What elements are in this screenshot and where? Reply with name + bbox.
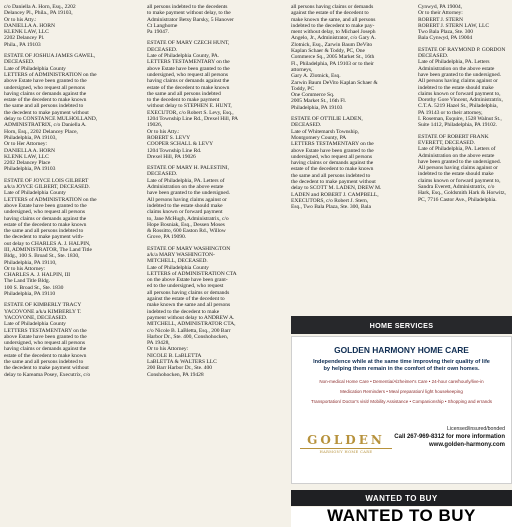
notice-line: ESTATE OF MARY H. PALESTINI, [147,165,229,172]
legal-notice-column-4 [418,4,512,312]
notice-line: delay to CONSTANCE MULHOLLAND, [4,116,98,123]
notice-line: without delay to STEPHEN E. HUNT, [147,103,232,110]
notice-line: ESTATE OF JOYCE LOIS GILBERT [4,177,89,184]
notice-line: DECEASED. [291,122,322,129]
notice-line: Two Bala Plaza, Ste. 300 [418,29,473,36]
notice-line: Angelo, Jr., Administrator, c/o Gary A. [291,35,376,42]
notice-line: ADMINISTRATRIX, c/o Daniella A. [4,122,87,129]
notice-line: the same and all persons indebted to [4,359,84,366]
notice-line: Late of Philadelphia County [4,65,66,72]
ad-services-line-2: Medication Reminders • Meal preparation/ light housekeeping [340,389,463,394]
notice-line: delay to Kareama Posey, Executrix, c/o [4,371,91,378]
notice-line: Or to his Atty.: [147,128,180,135]
notice-line: LETTERS TESTAMENTARY on the [4,327,87,334]
notice-line: Late of Philadelphia, PA. Letters of [418,146,496,153]
notice-line: PA 19428, [147,340,170,347]
notice-line: Kaplan Schaer & Toddy, PC, One [291,48,365,55]
notice-line: ROBERT S. LEVY [147,134,191,141]
notice-line: EXECUTORS, c/o Robert J. Stern, [291,197,369,204]
notice-line: Delancey Pl., Phila., PA 19103, [4,10,73,17]
notice-line: Commerce Sq., 2005 Market St., 16th [291,54,375,61]
notice-line: Administration on the above estate [418,152,495,159]
notice-line: Drexel Hill, PA 19026 [147,153,196,160]
notice-line: Philadelphia, PA 19103 [4,166,56,173]
notice-line: Philadelphia, PA 19110, [4,259,57,266]
notice-line: I. Roseman, Esquire, 1528 Walnut St., [418,116,502,123]
notice-line: 200 Barr Harbor Dr., Ste. 400 [147,365,213,372]
notice-line: NICOLE B. LaBLETTA [147,352,202,359]
notice-line: DECEASED. [4,59,35,66]
notice-line: C.T.A. 5219 Hazel St., Philadelphia, [418,103,498,110]
notice-line: PA 19143 or to their attorney, [418,109,483,116]
notice-line: having claims or demands against the [147,78,230,85]
notice-line: estate of the decedent to make known [4,97,87,104]
legal-notice [147,246,293,378]
notice-line: LADEN and ROBERT J. CAMPBELL, [291,191,379,198]
notice-line: to the decedent to make payment [147,97,220,104]
notice-line: estate of the decedent to make known [4,221,87,228]
notice-line: the decedent to make payment without [291,179,376,186]
notice-line: EXECUTOR, c/o Robert S. Levy, Esq., [147,109,234,116]
notice-line: Administration on the above estate [147,184,224,191]
notice-line: undersigned, who request all persons [291,153,373,160]
notice-line: having claims or demands against the [4,215,87,222]
notice-line: undersigned, who request all persons [147,71,229,78]
notice-line: Or to his Attorney: [4,265,46,272]
notice-line: KLENK LAW, LLC [4,153,49,160]
notice-line: 2005 Market St., 16th Fl. [291,98,347,105]
legal-notice [4,53,154,173]
notice-line: Or to their Attorney: [418,10,463,17]
notice-line: Late of Whitemarsh Township, [291,128,359,135]
notice-line: Bldg., 100 S. Broad St., Ste. 1830, [4,253,80,260]
notice-line: having claims or demands against the [4,346,87,353]
legal-notice-column-2 [147,4,293,512]
notice-line: Late of Philadelphia County, PA. [147,53,220,60]
notice-line: Esq., Two Bala Plaza, Ste. 300, Bala [291,204,371,211]
legal-notice [418,134,512,203]
notice-line: LETTERS of ADMINISTRATION on the [4,71,97,78]
notice-line: All persons having claims against or [418,78,498,85]
notice-line: CHARLES A. J. HALPIN, III [4,272,71,279]
notice-line: ed to the undersigned, who request [147,283,224,290]
notice-line: LETTERS of ADMINISTRATION on the [4,196,97,203]
notice-line: The Land Title Bldg. [4,278,50,285]
notice-line: ROBERT J. STERN [418,16,463,23]
ad-contact [387,425,505,449]
notice-line: ESTATE OF OTTILIE LADEN, [291,116,363,123]
notice-line: c/o Daniella A. Horn, Esq., 2202 [4,4,76,10]
notice-line: indebted to the estate should make [418,84,494,91]
ad-license: Licensed/insured/bonded [447,426,505,432]
notice-line: the same and all persons indebted [147,90,221,97]
notice-line: all persons having claims or demands [291,4,374,10]
ad-website-link[interactable]: www.golden-harmony.com [428,442,505,448]
notice-line: Gary A. Zlotnick, Esq. [291,73,341,80]
notice-line: undersigned, who request all persons [4,84,86,91]
notice-line: 19026, [147,122,163,129]
legal-notice [147,4,293,35]
notice-line: ESTATE OF KIMBERLY TRACY [4,302,82,309]
notice-line: indebted to the decedent to make pay- [291,22,375,29]
notice-line: KLENK LAW, LLC [4,29,49,36]
notice-line: to make payment without delay, to the [147,10,231,17]
notice-line: Conshohocken, PA 19428 [147,371,204,378]
notice-line: Fl., Philadelphia, PA 19103 or to their [291,60,374,67]
notice-line: delay to SCOTT M. LADEN, DREW M. [291,185,382,192]
ad-tagline [292,359,511,373]
notice-line: all persons indebted to the decedents [147,4,228,10]
notice-line: make known the same, and all persons [291,16,376,23]
notice-line: above Estate have been granted to the [4,333,87,340]
notice-line: Or to his Attorney: [147,346,189,353]
logo-wordmark: GOLDEN [307,433,385,447]
notice-line: Zlotnick, Esq., Zarwin Baum DeVito [291,41,373,48]
notice-line: Late of Philadelphia County [4,321,66,328]
notice-line: Suite 1412, Philadelphia, PA 19102. [418,122,498,129]
notice-line: having claims or demands against the [4,90,87,97]
notice-line: One Commerce Sq. [291,92,335,99]
legal-notice [4,4,154,48]
notice-line: a/k/a MARY WASHINGTON- [147,251,215,258]
notice-line: Zarwin Baum DeVito Kaplan Schaer & [291,79,378,86]
notice-line: have been granted to the undersigned. [418,158,501,165]
notice-line: Cynwyd, PA 19004, [418,4,463,10]
notice-line: Ct Langhorne [147,22,178,29]
notice-line: 1204 Township Line Rd. [147,147,202,154]
notice-line: claims known or forward payment to, [418,90,501,97]
notice-line: Philadelphia, PA 19110 [4,291,56,298]
notice-line: Grove, PA 19090. [147,234,187,241]
notice-line: Or to his Atty.: [4,16,37,23]
wanted-to-buy-banner: WANTED TO BUY [291,490,512,506]
notice-line: the same and all persons indebted to [4,228,84,235]
notice-line: the decedent to make payment without [4,109,89,116]
notice-line: Toddy, PC [291,85,315,92]
notice-line: DECEASED. [147,171,178,178]
notice-line: LaBLETTA & WALTERS LLC [147,359,217,366]
notice-line: Phila., PA 19103 [4,41,41,48]
notice-line: COOPER SCHALL & LEVY [147,141,214,148]
notice-line: PC, 7716 Castor Ave., Philadelphia. [418,196,497,203]
legal-notice [147,40,293,160]
home-services-banner: HOME SERVICES [291,316,512,334]
legal-notice [4,302,154,378]
notice-line: have been granted to the undersigned. [418,71,501,78]
notice-line: Late of Philadelphia, PA. Letters [418,59,490,66]
legal-notice-column-3 [291,4,416,314]
notice-line: ESTATE OF MARY CZECH HUNT, [147,40,230,47]
notice-line: & Rossitto, 600 Easton Rd., Willow [147,228,226,235]
notice-line: ESTATE OF MARY WASHINGTON [147,245,231,252]
notice-line: Late of Philadelphia County [147,264,209,271]
notice-line: payment without delay to ANDREW A. [147,314,235,321]
notice-line: make known the same and all persons [147,302,231,309]
ad-tagline-line-1: Independence while at the same time improving their quality of life [313,359,490,365]
notice-line: Montgomery County, PA [291,134,347,141]
notice-line: DANIELLA A. HORN [4,147,55,154]
notice-line: Bala Cynwyd, PA 19004 [418,35,473,42]
notice-line: ESTATE OF ROBERT FRANK [418,133,489,140]
notice-line: having claims or demands against the [291,160,374,167]
notice-line: all persons having claims or demands [147,289,230,296]
legal-notice-column-1 [4,4,154,512]
notice-line: Or to Her Attorney: [4,141,48,148]
notice-line: indebted to the estate should make [418,171,494,178]
notice-line: indebted to the estate should make [147,202,223,209]
notice-line: the decedent to make payment with- [4,234,84,241]
notice-line: claims known or forward payment to, [418,177,501,184]
notice-line: Late of Philadelphia, PA. Letters of [147,177,225,184]
legal-notice [418,4,512,42]
ad-services-line-3: Transportation/ Doctor's visit/ Mobility Assistance • Companionship • Shopping and errands [311,399,492,404]
notice-line: above Estate have been granted to the [291,147,374,154]
notice-line: 100 S. Broad St., Ste. 1830 [4,284,64,291]
notice-line: Philadelphia, PA 19103, [4,134,57,141]
notice-line: EVERETT, DECEASED. [418,139,475,146]
logo-subtitle: HARMONY HOME CARE [300,448,392,454]
notice-line: LETTERS TESTAMENTARY on the [147,59,230,66]
notice-line: YACOVONE a/k/a KIMBERLY T. [4,308,82,315]
legal-notice [147,165,293,241]
notice-line: undersigned, who request all persons [4,209,86,216]
notice-line: DANIELLA A. HORN [4,22,55,29]
notice-line: the decedent to make payment without [4,365,89,372]
legal-notice [291,4,416,111]
notice-line: ment without delay, to Michael Joseph [291,29,376,36]
notice-line: MITCHELL, ADMINISTRATOR CTA, [147,321,236,328]
notice-line: DECEASED. [147,46,178,53]
notice-line: against the estate of the decedent to [291,10,369,17]
ad-phone[interactable]: Call 267-969-8312 for more information [394,434,505,440]
notice-line: above Estate have been granted to the [4,78,87,85]
notice-line: claims known or forward payment [147,209,223,216]
notice-line: the same and all persons indebted to [291,172,371,179]
notice-line: Harbor Dr., Ste. 400, Conshohocken, [147,333,229,340]
notice-line: Horn, Esq., 2202 Delancey Place, [4,128,78,135]
ad-title: GOLDEN HARMONY HOME CARE [334,345,469,355]
legal-notice [4,178,154,298]
notice-line: YACOVONE, DECEASED. [4,314,68,321]
notice-line: Late of Philadelphia County [4,190,66,197]
notice-line: c/o Nicole B. LaBletta, Esq., 200 Barr [147,327,231,334]
notice-line: Pa 19047. [147,29,169,36]
notice-line: DECEASED. [418,53,449,60]
notice-line: a/k/a JOYCE GILBERT, DECEASED. [4,184,90,191]
notice-line: on the above Estate have been grant- [147,277,228,284]
wanted-to-buy-headline: WANTED TO BUY [291,507,512,527]
notice-line: Sandra Everett, Administratrix, c/o [418,184,495,191]
notice-line: 1204 Township Line Rd., Drexel Hill, PA [147,116,239,123]
notice-line: LETTERS of ADMINISTRATION CTA [147,270,237,277]
notice-line: against the estate of the decedent to [147,296,225,303]
notice-line: 2202 Delancey Place [4,160,51,167]
notice-line: above Estate have been granted to the [4,202,87,209]
golden-harmony-logo [300,433,392,461]
notice-line: MITCHELL, DECEASED. [147,258,208,265]
notice-line: Philadelphia, PA 19103 [291,104,343,111]
notice-line: the same and all persons indebted to [4,103,84,110]
notice-line: Administrator Betsy Barsky, 5 Hanover [147,16,234,23]
notice-line: All persons having claims against or [418,165,498,172]
notice-line: attorneys, [291,66,313,73]
notice-line: above Estate have been granted to the [147,65,230,72]
notice-line: ESTATE OF RAYMOND P. GORDON [418,46,506,53]
notice-line: undersigned, who request all persons [4,340,86,347]
notice-line: estate of the decedent to make known [4,352,87,359]
notice-line: Dorothy Gore Vincent, Administratrix, [418,97,503,104]
notice-line: Hope Bosniak, Esq., Dessen Moses [147,221,225,228]
notice-line: All persons having claims against or [147,196,227,203]
notice-line: ESTATE OF JOSHUA JAMES GAWEL, [4,53,96,60]
notice-line: estate of the decedent to make known [147,84,230,91]
notice-line: estate of the decedent to make known [291,166,374,173]
legal-notice [418,47,512,129]
notice-line: LETTERS TESTAMENTARY on the [291,141,374,148]
notice-line: ROBERT J. STERN LAW, LLC [418,22,490,29]
notice-line: out delay to CHARLES A. J. HALPIN, [4,240,91,247]
golden-harmony-ad[interactable] [291,336,512,484]
notice-line: Administration on the above estate [418,65,495,72]
notice-line: indebted to the decedent to make [147,308,220,315]
legal-notice [291,116,416,210]
notice-line: have been granted to the undersigned. [147,190,230,197]
notice-line: Hark, Esq., Goldsmith Hark & Horwitz, [418,190,506,197]
ad-tagline-line-2: by helping them remain in the comfort of their own homes. [323,366,480,372]
ad-services-line-1: Non-medical Home Care • Dementia/Alzheimer's Care • 24-hour care/hourly/live-in [319,379,484,384]
notice-line: to, Jane McHugh, Administratrix, c/o [147,215,229,222]
notice-line: 2202 Delancey Pl. [4,35,45,42]
notice-line: III, ADMINISTRATOR, The Land Title [4,246,92,253]
